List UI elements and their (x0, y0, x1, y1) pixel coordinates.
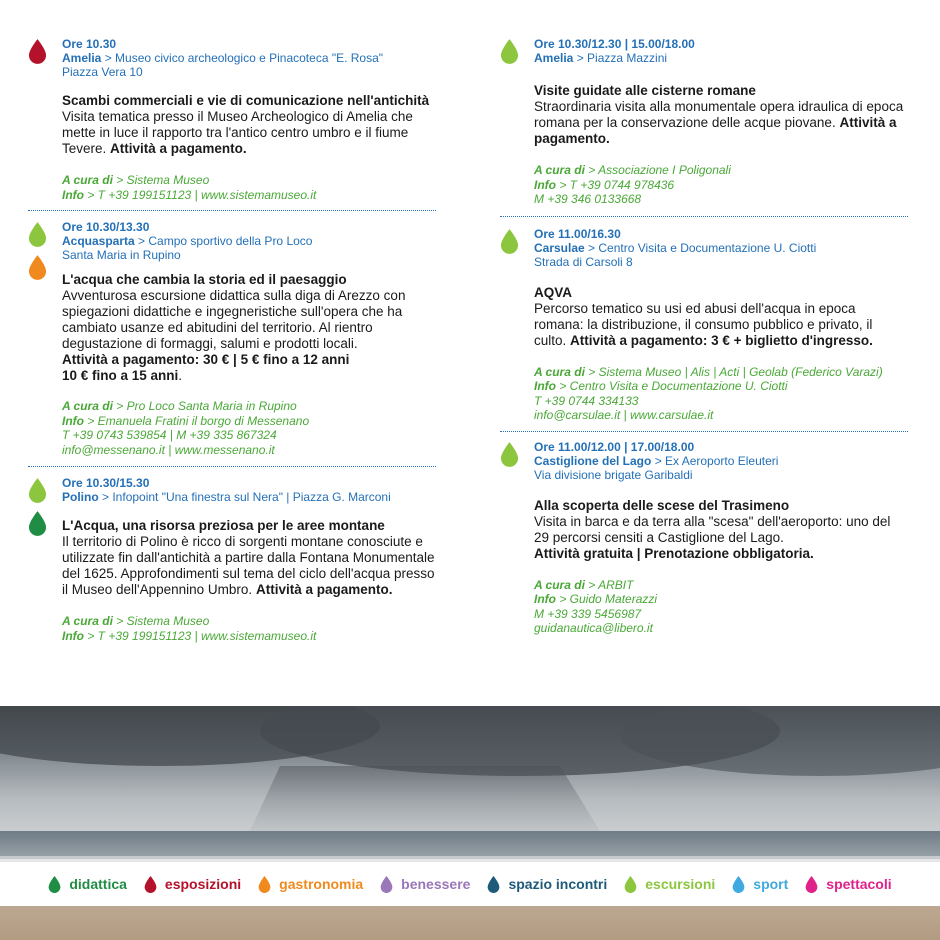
credit-info-label: Info (62, 628, 84, 643)
didattica-drop-icon (28, 511, 47, 536)
credit-organizer-value: > Sistema Museo | Alis | Acti | Geolab (Federico Varazi) (584, 364, 883, 379)
event-credits (534, 578, 908, 636)
event-location (62, 234, 436, 248)
legend-item-didattica (48, 876, 127, 893)
event-carsulae (500, 227, 908, 423)
legend-item-esposizioni (144, 876, 241, 893)
esposizioni-drop-icon (144, 876, 157, 893)
event-title: Scambi commerciali e vie di comunicazione nell'antichità (62, 93, 430, 108)
legend-label: benessere (401, 876, 471, 892)
legend-label: escursioni (645, 876, 716, 892)
credit-info-label: Info (534, 177, 556, 192)
event-place: Polino (62, 490, 99, 504)
event-time: Ore 10.30/12.30 | 15.00/18.00 (534, 37, 695, 51)
legend-item-sport (732, 876, 788, 893)
event-place: Castiglione del Lago (534, 453, 652, 468)
category-drops (500, 39, 524, 72)
event-venue: > Ex Aeroporto Eleuteri (651, 453, 779, 468)
credit-info-value: > Centro Visita e Documentazione U. Ciotti (556, 379, 788, 393)
event-payment-2 (62, 368, 436, 384)
event-location (62, 51, 436, 65)
legend-item-gastronomia (258, 876, 363, 893)
right-column (500, 0, 908, 635)
event-credits (534, 163, 908, 207)
credit-info (534, 178, 908, 193)
event-separator (500, 431, 908, 432)
credit-info-value: > T +39 0744 978436 (556, 177, 675, 192)
event-description (62, 109, 436, 157)
event-place: Carsulae (534, 240, 585, 255)
event-title: L'Acqua, una risorsa preziosa per le aree montane (62, 518, 385, 533)
event-time: Ore 11.00/16.30 (534, 226, 621, 241)
category-legend (0, 862, 940, 906)
event-title: AQVA (534, 284, 573, 300)
legend-label: sport (753, 876, 789, 892)
event-place: Acquasparta (62, 234, 135, 248)
credit-organizer-label: A cura di (534, 163, 585, 177)
category-drops (28, 478, 52, 544)
credit-organizer-value: > Associazione I Poligonali (584, 163, 731, 177)
event-description-text: Visita tematica presso il Museo Archeologico di Amelia che mette in luce il rapporto tra l'antico centro umbro e il fiume Tevere. (62, 109, 413, 156)
escursioni-drop-icon (28, 222, 47, 247)
event-payment (62, 352, 436, 368)
event-address: Santa Maria in Rupino (62, 248, 181, 262)
credit-organizer-label: A cura di (534, 364, 585, 379)
escursioni-drop-icon (500, 229, 519, 254)
event-description (534, 99, 908, 147)
credit-info (534, 592, 908, 607)
left-column (28, 0, 436, 643)
escursioni-drop-icon (500, 39, 519, 64)
credit-phone: T +39 0743 539854 | M +39 335 867324 (62, 428, 277, 442)
credit-phone: M +39 339 5456987 (534, 606, 642, 621)
legend-label: esposizioni (164, 876, 242, 892)
escursioni-drop-icon (500, 442, 519, 467)
credit-info (62, 414, 436, 429)
credit-phone: T +39 0744 334133 (534, 393, 639, 408)
event-time: Ore 10.30 (62, 37, 117, 51)
credit-info (62, 629, 436, 644)
legend-label: gastronomia (279, 876, 364, 892)
event-venue: > Museo civico archeologico e Pinacoteca "E. Rosa" (101, 51, 384, 65)
credit-organizer (534, 365, 908, 380)
event-location (534, 51, 908, 65)
event-time: Ore 10.30/15.30 (62, 476, 150, 490)
event-payment-end: . (178, 368, 183, 383)
credit-organizer (62, 614, 436, 629)
event-amelia-cisterne (500, 37, 908, 207)
escursioni-drop-icon (624, 876, 637, 893)
credit-organizer-value: > Sistema Museo (112, 173, 210, 187)
category-drops (28, 222, 52, 288)
gastronomia-drop-icon (28, 255, 47, 280)
event-title: L'acqua che cambia la storia ed il paesaggio (62, 272, 347, 287)
event-description: Avventurosa escursione didattica sulla diga di Arezzo con spiegazioni didattiche e ingegneristiche sull'opera che ha cambiato usanze ed abitudini del territorio. Al rientro degustazione di formaggi, salumi e prodotti locali. (62, 288, 406, 351)
credit-organizer (62, 399, 436, 414)
event-time: Ore 11.00/12.00 | 17.00/18.00 (534, 439, 695, 454)
credit-organizer-label: A cura di (62, 399, 113, 413)
legend-item-spazio-incontri (487, 876, 607, 893)
event-credits (62, 173, 436, 202)
spazio-incontri-drop-icon (487, 876, 500, 893)
event-payment-text: Attività gratuita | Prenotazione obbligatoria. (534, 545, 814, 561)
event-place: Amelia (534, 51, 574, 65)
credit-organizer-value: > ARBIT (584, 577, 634, 592)
credit-web: info@carsulae.it | www.carsulae.it (534, 408, 714, 422)
escursioni-drop-icon (28, 478, 47, 503)
event-payment: Attività a pagamento. (255, 582, 393, 597)
event-title: Visite guidate alle cisterne romane (534, 83, 756, 98)
benessere-drop-icon (380, 876, 393, 893)
credit-web: info@messenano.it | www.messenano.it (62, 442, 275, 457)
event-time: Ore 10.30/13.30 (62, 220, 150, 234)
event-address: Piazza Vera 10 (62, 65, 143, 79)
event-place: Amelia (62, 51, 102, 65)
credit-info-value: > T +39 199151123 | www.sistemamuseo.it (84, 187, 317, 202)
event-payment (534, 546, 908, 562)
event-description (534, 301, 908, 349)
event-location (534, 241, 908, 255)
legend-item-benessere (380, 876, 470, 893)
legend-item-spettacoli (805, 876, 891, 893)
event-amelia-museo (28, 37, 436, 202)
sport-drop-icon (732, 876, 745, 893)
category-drops (500, 442, 524, 475)
legend-item-escursioni (624, 876, 715, 893)
event-castiglione (500, 440, 908, 636)
spettacoli-drop-icon (805, 876, 818, 893)
event-separator (500, 216, 908, 217)
credit-organizer-value: > Sistema Museo (112, 614, 210, 628)
event-title: Alla scoperta delle scese del Trasimeno (534, 497, 790, 513)
credit-organizer (62, 173, 436, 188)
credit-organizer-label: A cura di (62, 614, 113, 628)
event-description: Visita in barca e da terra alla "scesa" dell'aeroporto: uno del 29 percorsi censiti a Castiglione del Lago. (534, 513, 891, 545)
event-payment-line1: Attività a pagamento: 30 € | 5 € fino a 12 anni (62, 352, 350, 367)
event-location (62, 490, 436, 504)
event-address: Strada di Carsoli 8 (534, 254, 633, 269)
credit-info-label: Info (534, 379, 556, 393)
event-venue: > Piazza Mazzini (573, 51, 668, 65)
category-drops (28, 39, 52, 72)
event-venue: > Campo sportivo della Pro Loco (134, 234, 313, 248)
credit-info-label: Info (534, 592, 556, 606)
event-credits (62, 614, 436, 643)
gastronomia-drop-icon (258, 876, 271, 893)
event-credits (534, 365, 908, 423)
event-payment: Attività a pagamento. (534, 115, 897, 146)
event-payment: Attività a pagamento. (110, 141, 247, 156)
credit-phone: M +39 346 0133668 (534, 192, 642, 206)
event-polino (28, 476, 436, 643)
credit-info-label: Info (62, 187, 84, 202)
legend-label: spazio incontri (508, 876, 608, 892)
event-description-text: Straordinaria visita alla monumentale opera idraulica di epoca romana per la conservazione delle acque piovane. (534, 99, 904, 130)
credit-email: guidanautica@libero.it (534, 621, 653, 635)
event-separator (28, 466, 436, 467)
credit-info-label: Info (62, 413, 84, 428)
event-description (62, 534, 436, 598)
didattica-drop-icon (48, 876, 61, 893)
credit-info-value: > T +39 199151123 | www.sistemamuseo.it (84, 628, 317, 643)
event-address: Via divisione brigate Garibaldi (534, 467, 693, 482)
credit-organizer (534, 578, 908, 593)
event-payment: Attività a pagamento: 3 € + biglietto d'ingresso. (570, 332, 873, 348)
credit-info-value: > Guido Materazzi (556, 592, 658, 606)
legend-label: spettacoli (826, 876, 892, 892)
event-location (534, 454, 908, 468)
category-drops (500, 229, 524, 262)
event-separator (28, 210, 436, 211)
legend-label: didattica (69, 876, 127, 892)
event-credits (62, 399, 436, 457)
credit-info (62, 188, 436, 203)
credit-organizer-label: A cura di (62, 173, 113, 187)
esposizioni-drop-icon (28, 39, 47, 64)
credit-info (534, 379, 908, 394)
event-acquasparta (28, 220, 436, 457)
credit-organizer-label: A cura di (534, 577, 585, 592)
event-venue: > Centro Visita e Documentazione U. Ciotti (584, 240, 817, 255)
event-description-text: Percorso tematico su usi ed abusi dell'acqua in epoca romana: la distribuzione, il consumo pubblico e privato, il culto. (534, 300, 873, 348)
event-venue: > Infopoint "Una finestra sul Nera" | Piazza G. Marconi (98, 490, 391, 504)
credit-organizer (534, 163, 908, 178)
credit-organizer-value: > Pro Loco Santa Maria in Rupino (112, 399, 297, 413)
event-payment-line2: 10 € fino a 15 anni (62, 368, 179, 383)
event-description-text: Il territorio di Polino è ricco di sorgenti montane conosciute e utilizzate fin dall'antichità a partire dalla Fontana Monumentale del 1625. Approfondimenti sul tema del ciclo dell'acqua presso il Museo dell'Appennino Umbro. (62, 534, 435, 597)
credit-info-value: > Emanuela Fratini il borgo di Messenano (84, 413, 310, 428)
